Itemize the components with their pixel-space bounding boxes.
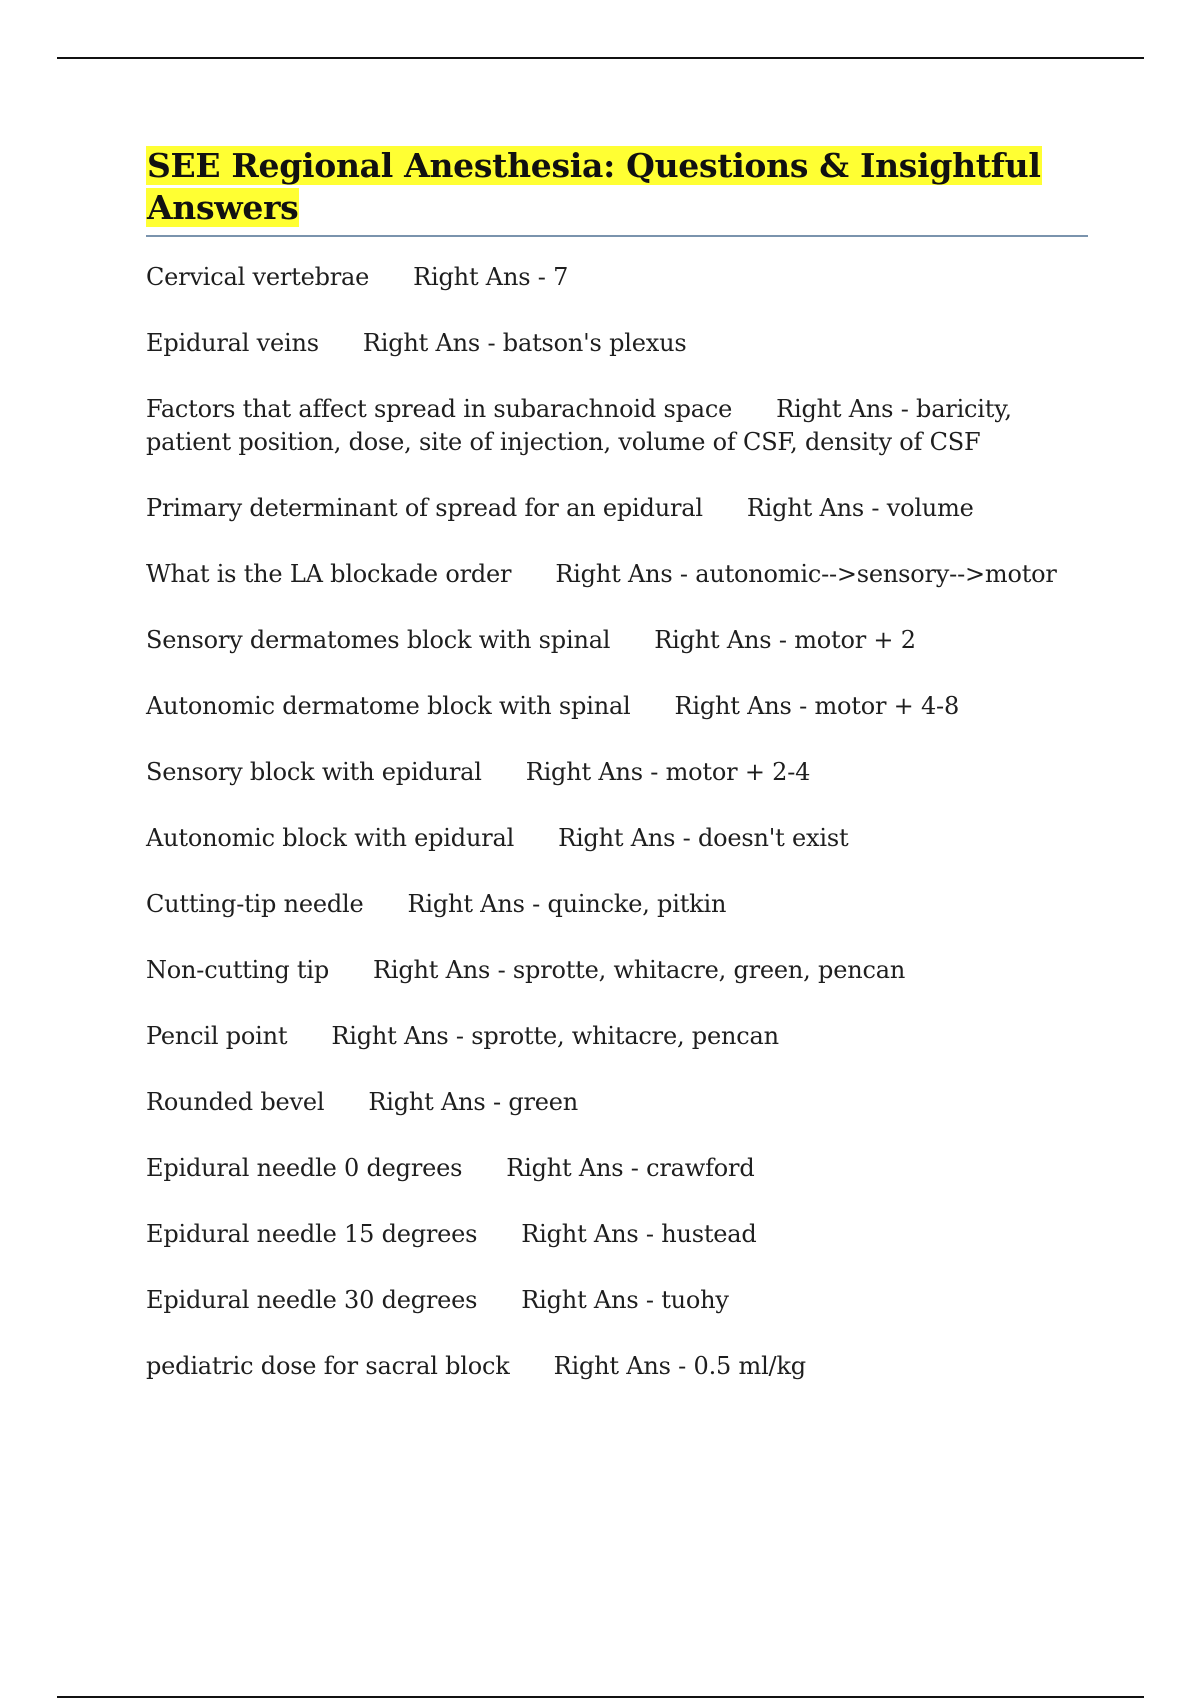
document-title — [146, 145, 1088, 229]
qa-item — [146, 1086, 1088, 1119]
question-text: Cutting-tip needle — [146, 890, 364, 918]
question-text: What is the LA blockade order — [146, 560, 512, 588]
answer-text: Right Ans - quincke, pitkin — [407, 890, 727, 918]
answer-text: Right Ans - motor + 2-4 — [525, 758, 811, 786]
qa-item — [146, 954, 1088, 987]
answer-text: Right Ans - sprotte, whitacre, pencan — [331, 1022, 779, 1050]
answer-text: Right Ans - crawford — [506, 1154, 755, 1182]
answer-text: Right Ans - volume — [746, 494, 974, 522]
answer-text: Right Ans - 0.5 ml/kg — [553, 1352, 806, 1380]
question-text: Autonomic dermatome block with spinal — [146, 692, 631, 720]
question-text: Cervical vertebrae — [146, 263, 370, 291]
answer-text: Right Ans - batson's plexus — [362, 329, 687, 357]
answer-text: Right Ans - sprotte, whitacre, green, pencan — [373, 956, 906, 984]
title-highlight: SEE Regional Anesthesia: Questions & Insightful Answers — [147, 146, 1041, 227]
page-top-rule — [57, 57, 1144, 59]
qa-item — [146, 327, 1088, 360]
question-text: Rounded bevel — [146, 1088, 325, 1116]
qa-item — [146, 690, 1088, 723]
question-text: Epidural needle 30 degrees — [146, 1286, 478, 1314]
answer-text: Right Ans - green — [368, 1088, 579, 1116]
qa-item — [146, 261, 1088, 294]
question-text: pediatric dose for sacral block — [146, 1352, 510, 1380]
question-text: Autonomic block with epidural — [146, 824, 515, 852]
qa-item — [146, 393, 1088, 459]
qa-item — [146, 1152, 1088, 1185]
answer-text: Right Ans - motor + 4-8 — [674, 692, 960, 720]
answer-text: Right Ans - hustead — [521, 1220, 757, 1248]
qa-item — [146, 558, 1088, 591]
answer-text: Right Ans - doesn't exist — [558, 824, 849, 852]
question-text: Epidural needle 0 degrees — [146, 1154, 463, 1182]
qa-item — [146, 1020, 1088, 1053]
question-text: Non-cutting tip — [146, 956, 330, 984]
qa-list — [146, 261, 1088, 1383]
answer-text: Right Ans - baricity, patient position, dose, site of injection, volume of CSF, density of CSF — [146, 395, 1012, 456]
qa-item — [146, 1218, 1088, 1251]
qa-item — [146, 756, 1088, 789]
answer-text: Right Ans - autonomic-->sensory-->motor — [555, 560, 1057, 588]
qa-item — [146, 822, 1088, 855]
qa-item — [146, 1350, 1088, 1383]
question-text: Epidural needle 15 degrees — [146, 1220, 478, 1248]
page-bottom-rule — [57, 1696, 1144, 1698]
question-text: Primary determinant of spread for an epidural — [146, 494, 703, 522]
document-body — [146, 145, 1088, 1416]
answer-text: Right Ans - motor + 2 — [654, 626, 916, 654]
qa-item — [146, 888, 1088, 921]
answer-text: Right Ans - tuohy — [521, 1286, 729, 1314]
question-text: Sensory block with epidural — [146, 758, 482, 786]
question-text: Sensory dermatomes block with spinal — [146, 626, 611, 654]
question-text: Pencil point — [146, 1022, 288, 1050]
title-underline — [146, 235, 1088, 237]
qa-item — [146, 492, 1088, 525]
question-text: Factors that affect spread in subarachnoid space — [146, 395, 733, 423]
qa-item — [146, 1284, 1088, 1317]
answer-text: Right Ans - 7 — [413, 263, 569, 291]
question-text: Epidural veins — [146, 329, 319, 357]
qa-item — [146, 624, 1088, 657]
